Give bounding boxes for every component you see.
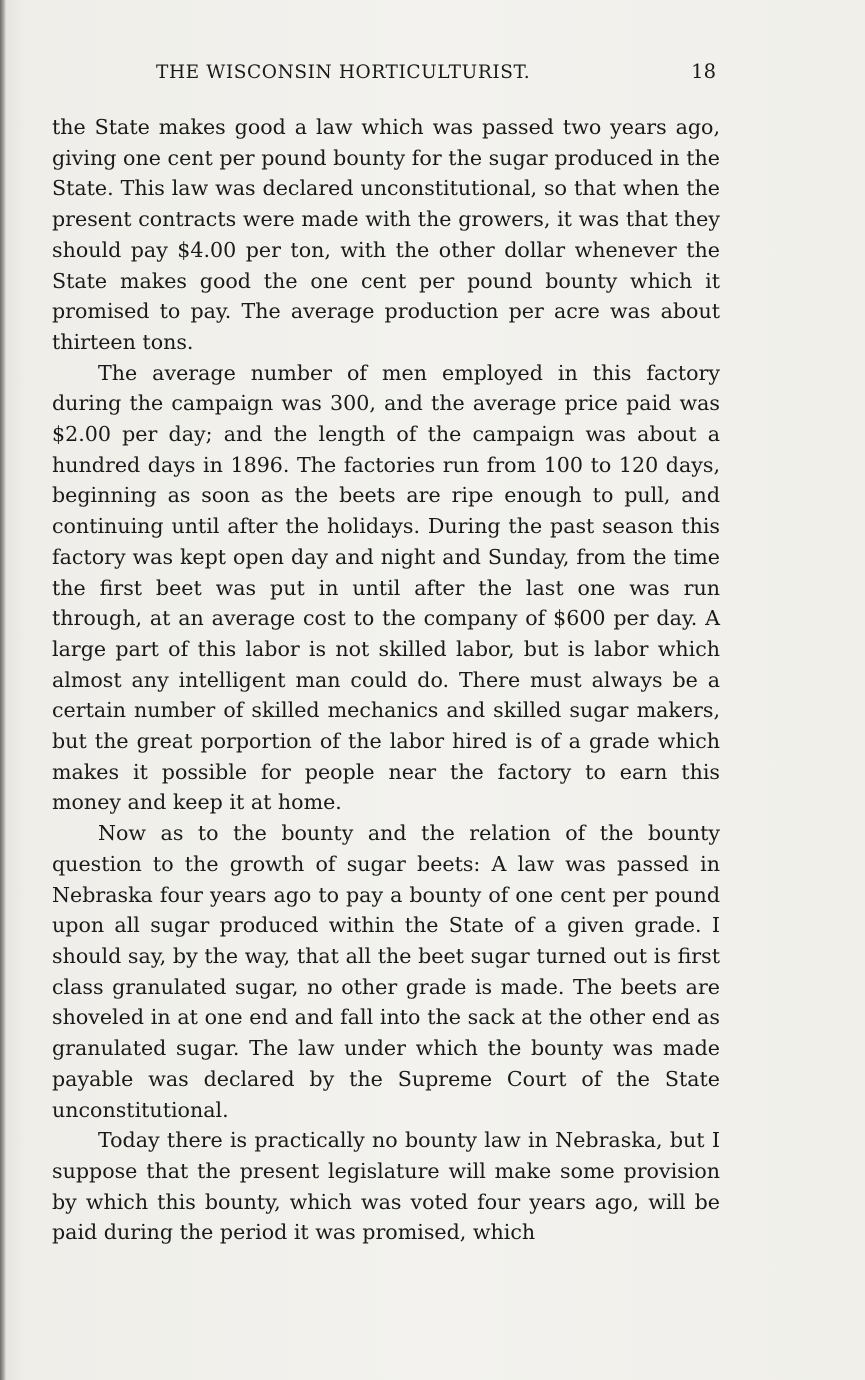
page-spine-shadow xyxy=(0,0,6,1380)
paragraph-factory-labor: The average number of men employed in this factory during the campaign was 300, and the average price paid was $2.00 per day; and the length of the campaign was about a hundred days in 1896. The factories run from 100 to 120 days, beginning as soon as the beets are ripe enough to pull, and continuing until after the holidays. During the past season this factory was kept open day and night and Sunday, from the time the first beet was put in until after the last one was run through, at an average cost to the company of $600 per day. A large part of this labor is not skilled labor, but is labor which almost any intelligent man could do. There must always be a certain number of skilled mechanics and skilled sugar makers, but the great porportion of the labor hired is of a grade which makes it possible for people near the factory to earn this money and keep it at home. xyxy=(52,360,720,815)
running-title: THE WISCONSIN HORTICULTURIST. xyxy=(156,62,531,83)
page-number: 18 xyxy=(691,60,716,83)
page-header xyxy=(52,58,716,90)
paragraph-continuation: the State makes good a law which was passed two years ago, giving one cent per pound bounty for the sugar produced in the State. This law was declared unconstitutional, so that when the present contracts were made with the growers, it was that they should pay $4.00 per ton, with the other dollar whenever the State makes good the one cent per pound bounty which it promised to pay. The average production per acre was about thirteen tons. xyxy=(52,115,720,354)
paragraph-bounty-law: Now as to the bounty and the relation of the bounty question to the growth of sugar beets: A law was passed in Nebraska four years ago to pay a bounty of one cent per pound upon all sugar produced within the State of a given grade. I should say, by the way, that all the beet sugar turned out is first class granulated sugar, no other grade is made. The beets are shoveled in at one end and fall into the sack at the other end as granulated sugar. The law under which the bounty was made payable was declared by the Supreme Court of the State unconstitutional. xyxy=(52,821,720,1122)
page-body xyxy=(52,112,720,1248)
paragraph-legislature: Today there is practically no bounty law in Nebraska, but I suppose that the present legislature will make some provision by which this bounty, which was voted four years ago, will be paid during the period it was promised, which xyxy=(52,1128,720,1245)
